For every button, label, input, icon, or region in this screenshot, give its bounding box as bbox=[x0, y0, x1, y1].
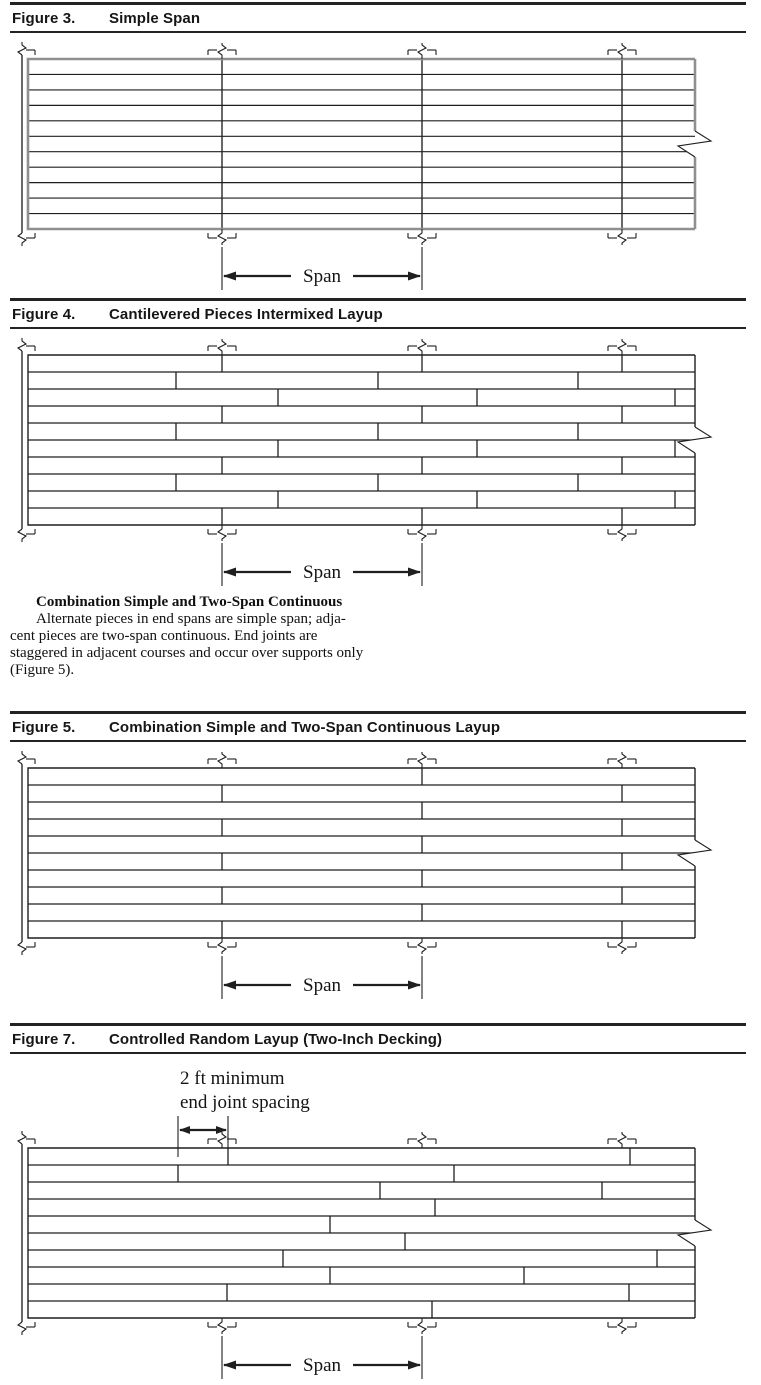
note-line: Alternate pieces in end spans are simple span; adja- bbox=[36, 611, 346, 627]
figure-3-diagram bbox=[10, 39, 746, 292]
figure-3-section bbox=[10, 2, 746, 292]
note-line: (Figure 5). bbox=[10, 662, 75, 678]
figure-7-section bbox=[10, 1023, 746, 1381]
svg-text:Span: Span bbox=[303, 266, 341, 287]
support-symbols bbox=[18, 42, 636, 246]
figure-3-label: Figure 3. bbox=[12, 10, 76, 27]
span-dimension bbox=[222, 543, 422, 586]
svg-text:Span: Span bbox=[303, 1355, 341, 1376]
svg-text:Span: Span bbox=[303, 975, 341, 996]
figure-7-title: Controlled Random Layup (Two-Inch Decking) bbox=[109, 1031, 443, 1048]
end-joint-lines bbox=[222, 59, 622, 229]
figure-5-heading bbox=[10, 711, 746, 742]
figure-4-diagram bbox=[10, 335, 746, 588]
figure-5-diagram bbox=[10, 748, 746, 1001]
figure-4-section bbox=[10, 298, 746, 588]
figure-4-title: Cantilevered Pieces Intermixed Layup bbox=[109, 306, 383, 323]
deck-courses bbox=[28, 372, 695, 508]
svg-text:2 ft minimum: 2 ft minimum bbox=[180, 1068, 285, 1089]
deck-courses bbox=[28, 74, 695, 213]
figure-4-heading bbox=[10, 298, 746, 329]
figure-7-label: Figure 7. bbox=[12, 1031, 76, 1048]
end-joint-spacing-annotation bbox=[178, 1068, 310, 1157]
figure-7-diagram bbox=[10, 1060, 746, 1381]
deck-layup-drawing bbox=[10, 335, 746, 588]
note-line: staggered in adjacent courses and occur over supports only bbox=[10, 645, 364, 661]
note-text bbox=[10, 594, 746, 679]
span-dimension bbox=[222, 1336, 422, 1379]
figure-3-heading bbox=[10, 2, 746, 33]
span-dimension bbox=[222, 247, 422, 290]
right-edge-break bbox=[678, 131, 711, 157]
note-heading: Combination Simple and Two-Span Continuous bbox=[36, 594, 343, 610]
figure-3-title: Simple Span bbox=[109, 10, 201, 27]
deck-layup-drawing bbox=[10, 1060, 746, 1381]
note-line: cent pieces are two-span continuous. End joints are bbox=[10, 628, 318, 644]
figure-7-heading bbox=[10, 1023, 746, 1054]
deck-layup-drawing bbox=[10, 748, 746, 1001]
svg-text:Span: Span bbox=[303, 562, 341, 583]
figure-4-label: Figure 4. bbox=[12, 306, 76, 323]
figure-5-section bbox=[10, 711, 746, 1001]
figure-5-title: Combination Simple and Two-Span Continuous Layup bbox=[109, 719, 501, 736]
deck-courses bbox=[28, 785, 695, 921]
svg-text:end joint spacing: end joint spacing bbox=[180, 1092, 310, 1113]
deck-courses bbox=[28, 1165, 695, 1301]
span-dimension bbox=[222, 956, 422, 999]
figure-5-label: Figure 5. bbox=[12, 719, 76, 736]
deck-layup-drawing bbox=[10, 39, 746, 292]
